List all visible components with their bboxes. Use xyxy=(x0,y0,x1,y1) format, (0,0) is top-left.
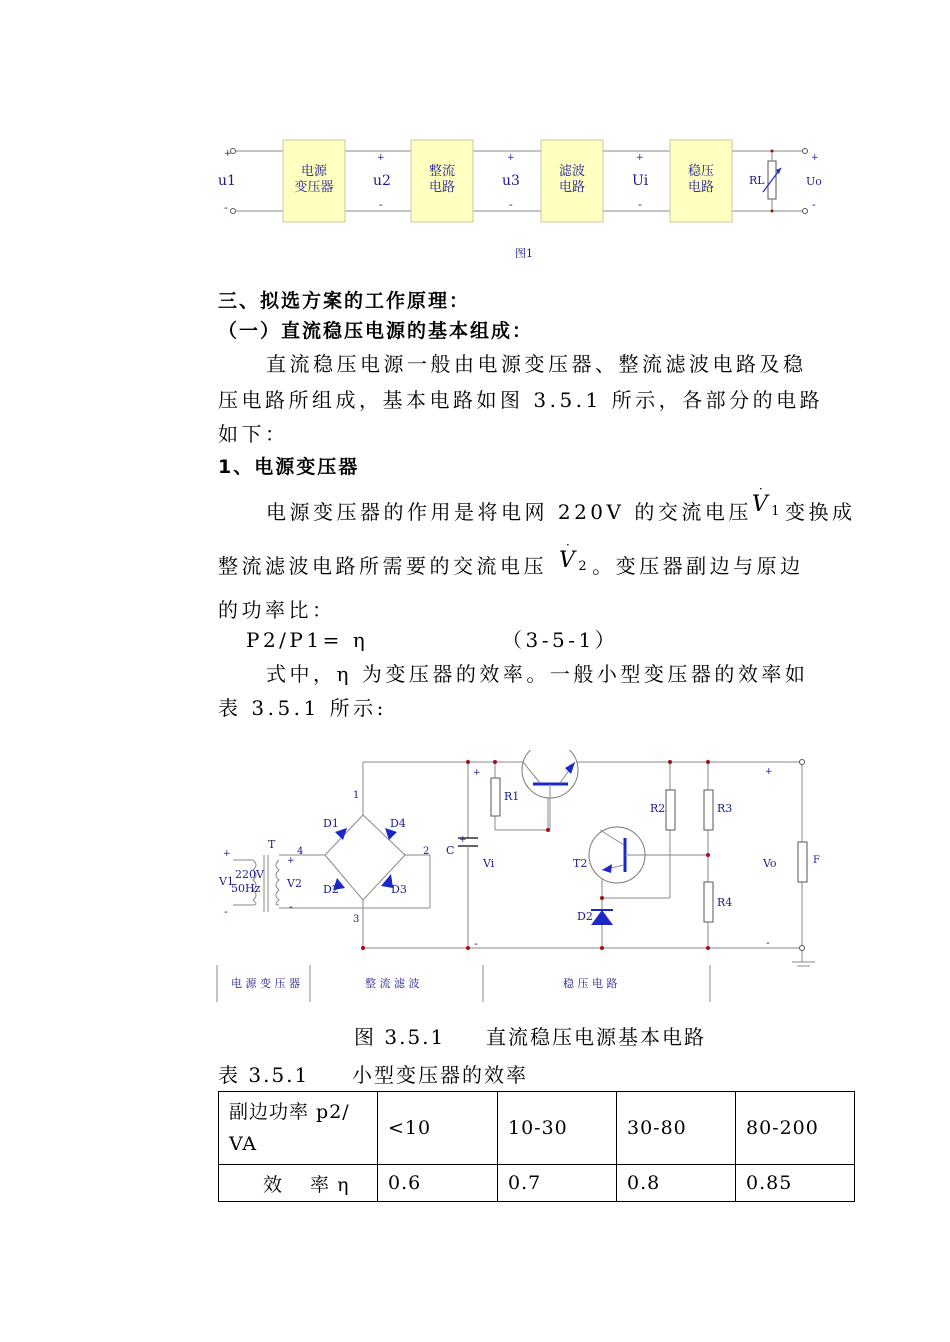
fig2-plus-filter: + xyxy=(473,768,481,778)
formula-text: P2/P1= η xyxy=(246,628,369,652)
resistor-r2 xyxy=(666,790,675,830)
intro-line-2: 压电路所组成，基本电路如图 3.5.1 所示，各部分的电路 xyxy=(218,388,824,412)
minus-4: - xyxy=(638,198,642,211)
label-d3: D3 xyxy=(391,883,407,896)
block-rectifier-l1: 整流 xyxy=(428,164,456,179)
transformer-line-2b: 。变压器副边与原边 xyxy=(592,554,804,578)
minus-2: - xyxy=(379,198,383,211)
resistor-r4 xyxy=(704,882,713,922)
minus-3: - xyxy=(509,198,513,211)
fig2-minus-secondary: - xyxy=(289,900,293,913)
plus-out: + xyxy=(811,153,819,163)
block-regulator-l2: 电路 xyxy=(687,180,715,195)
fig2-minus-filter: - xyxy=(474,937,478,950)
label-ac-freq: 50Hz xyxy=(231,882,261,895)
fig2-plus-secondary: + xyxy=(287,856,295,866)
section-label-transformer: 电 源 变 压 器 xyxy=(231,977,300,990)
table-header-efficiency: 效 率 η xyxy=(219,1165,378,1202)
label-r4: R4 xyxy=(717,896,733,909)
figure2-caption-number: 图 3.5.1 xyxy=(354,1025,446,1049)
circuit-schematic xyxy=(215,750,840,1010)
label-d1: D1 xyxy=(323,817,339,830)
label-ui: Ui xyxy=(632,173,649,189)
label-vo: Vo xyxy=(763,857,777,870)
minus-1: - xyxy=(224,201,228,214)
block-rectifier-l2: 电路 xyxy=(428,180,456,195)
block-transformer-l2: 变压器 xyxy=(294,180,334,195)
label-vi: Vi xyxy=(483,857,495,870)
resistor-r1 xyxy=(491,778,500,816)
label-dz: D2 xyxy=(577,910,593,923)
table-cell: 10-30 xyxy=(498,1092,617,1165)
intro-line-3: 如下： xyxy=(218,422,289,446)
intro-line-1: 直流稳压电源一般由电源变压器、整流滤波电路及稳 xyxy=(266,352,807,376)
figure2-caption-title: 直流稳压电源基本电路 xyxy=(486,1025,706,1049)
table-cell: 0.6 xyxy=(378,1165,498,1202)
transformer-line-2 xyxy=(218,538,804,588)
label-r1: R1 xyxy=(504,790,520,803)
transformer-line-3: 的功率比： xyxy=(218,598,336,622)
transformer-line-2a: 整流滤波电路所需要的交流电压 xyxy=(218,554,547,578)
label-t2: T2 xyxy=(573,857,588,870)
v1-subscript: 1 xyxy=(771,504,784,519)
item1-heading: 1、电源变压器 xyxy=(218,456,360,478)
table-cell: 0.8 xyxy=(617,1165,736,1202)
section-label-rectifier: 整 流 滤 波 xyxy=(365,977,420,990)
table-row xyxy=(219,1092,855,1165)
table-cell: 0.85 xyxy=(736,1165,855,1202)
label-ac-value: 220V xyxy=(235,868,264,881)
label-d2: D2 xyxy=(323,883,339,896)
load-resistor xyxy=(798,842,807,882)
subsection-heading: （一）直流稳压电源的基本组成： xyxy=(218,320,534,342)
label-u2: u2 xyxy=(373,173,391,189)
table-cell: <10 xyxy=(378,1092,498,1165)
label-r3: R3 xyxy=(717,802,733,815)
minus-out: - xyxy=(812,198,816,211)
efficiency-line-1: 式中，η 为变压器的效率。一般小型变压器的效率如 xyxy=(266,662,809,686)
label-u3: u3 xyxy=(502,173,520,189)
table-header-power: 副边功率 p2/ VA xyxy=(219,1092,378,1165)
table-caption-number: 表 3.5.1 xyxy=(218,1063,310,1087)
plus-2: + xyxy=(377,153,385,163)
block-regulator-l1: 稳压 xyxy=(687,164,715,179)
figure1-caption: 图1 xyxy=(515,247,533,260)
block-transformer-l1: 电源 xyxy=(300,164,328,179)
v1-symbol: V · xyxy=(751,482,772,517)
fig2-minus-out: - xyxy=(766,936,770,949)
table-cell: 0.7 xyxy=(498,1165,617,1202)
efficiency-table xyxy=(218,1091,855,1202)
label-load: F xyxy=(813,855,820,866)
fig2-plus-input: + xyxy=(223,849,231,859)
label-d4: D4 xyxy=(390,817,406,830)
fig2-minus-input: - xyxy=(224,905,228,918)
transformer-line-1 xyxy=(266,482,856,534)
transformer-line-1a: 电源变压器的作用是将电网 220V 的交流电压 xyxy=(266,500,752,524)
plus-4: + xyxy=(636,153,644,163)
block-diagram xyxy=(215,128,835,268)
label-v2: V2 xyxy=(287,877,302,890)
efficiency-line-2: 表 3.5.1 所示: xyxy=(218,696,387,720)
section-label-regulator: 稳 压 电 路 xyxy=(563,977,618,990)
label-c: C xyxy=(446,844,455,857)
v2-symbol: V · xyxy=(559,538,579,573)
table-cell: 80-200 xyxy=(736,1092,855,1165)
table-caption-title: 小型变压器的效率 xyxy=(352,1063,528,1087)
section-heading: 三、拟选方案的工作原理： xyxy=(218,290,471,312)
resistor-r3 xyxy=(704,790,713,830)
block-filter-l1: 滤波 xyxy=(558,164,586,179)
load-label: RL xyxy=(749,174,765,187)
label-node4: 4 xyxy=(297,846,304,857)
label-t: T xyxy=(268,838,276,851)
v2-subscript: 2 xyxy=(578,559,591,574)
block-filter-l2: 电路 xyxy=(558,180,586,195)
formula-number: （3-5-1） xyxy=(502,628,619,652)
label-node1: 1 xyxy=(353,790,360,801)
label-node2: 2 xyxy=(423,846,430,857)
label-node3: 3 xyxy=(353,914,360,925)
transformer-line-1b: 变换成 xyxy=(785,500,856,524)
label-r2: R2 xyxy=(650,802,666,815)
zener-diode xyxy=(591,910,613,925)
table-cell: 30-80 xyxy=(617,1092,736,1165)
table-row xyxy=(219,1165,855,1202)
label-v1: V1 xyxy=(219,875,234,888)
label-u1: u1 xyxy=(218,173,236,189)
fig2-plus-cap: + xyxy=(459,835,467,845)
plus-3: + xyxy=(507,153,515,163)
output-label: Uo xyxy=(806,175,822,188)
fig2-plus-out: + xyxy=(765,767,773,777)
plus-1: + xyxy=(224,149,232,159)
